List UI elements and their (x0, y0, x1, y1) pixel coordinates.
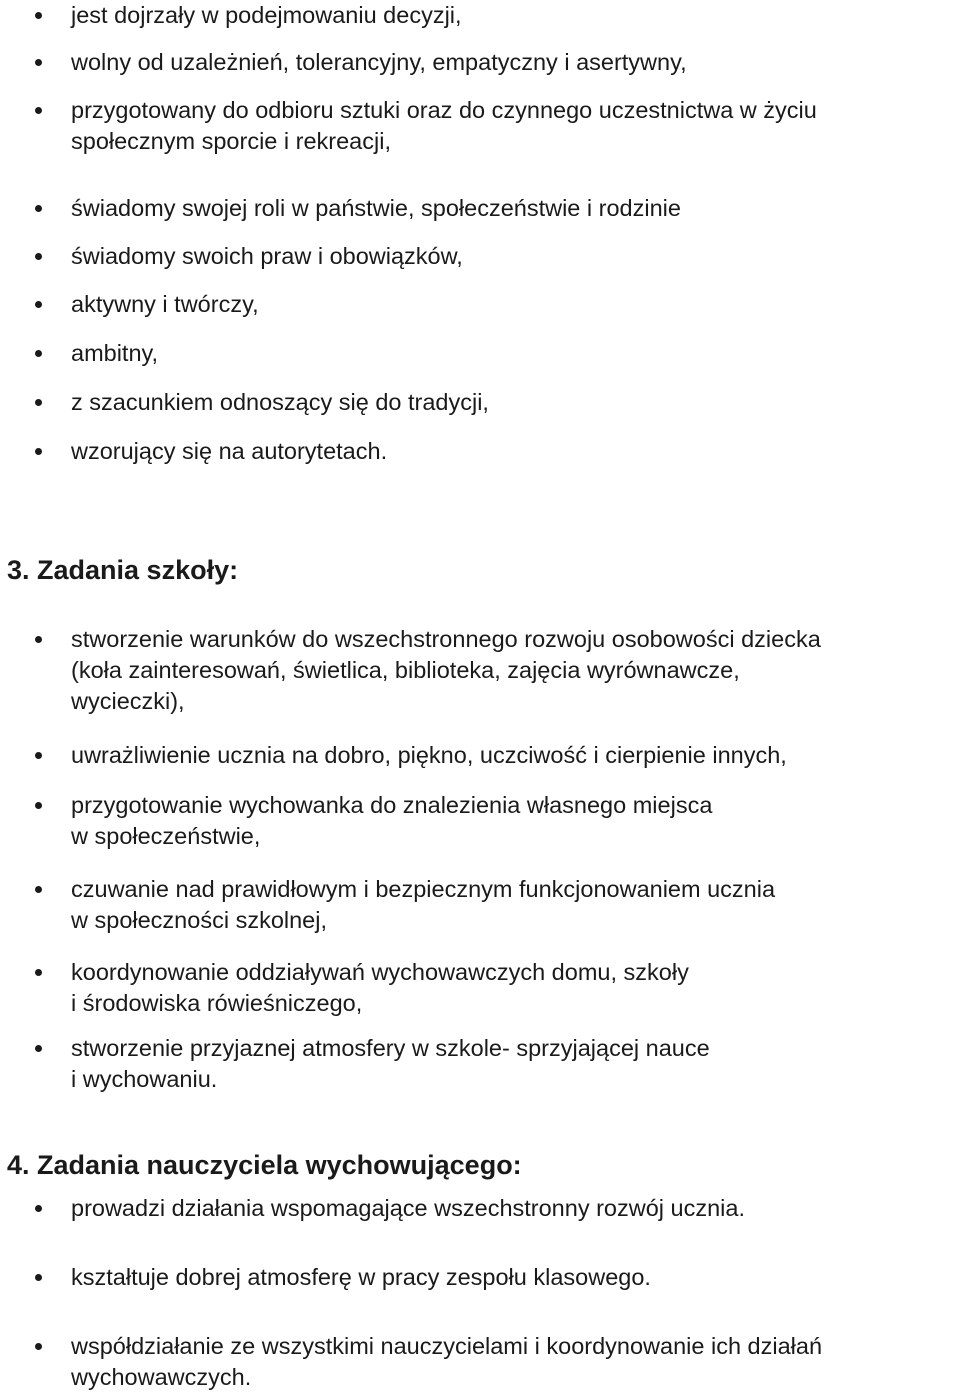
list-item (71, 740, 951, 771)
list-item (71, 1331, 951, 1393)
list-item (71, 387, 951, 418)
list-item (71, 957, 951, 1019)
bullet-icon (35, 886, 42, 893)
list-item-line: stworzenie warunków do wszechstronnego rozwoju osobowości dziecka (71, 626, 821, 652)
list-item-line: czuwanie nad prawidłowym i bezpiecznym funkcjonowaniem ucznia (71, 876, 776, 902)
list-item (71, 241, 951, 272)
list-item-line: w społeczeństwie, (71, 823, 261, 849)
list-item (71, 1193, 951, 1224)
bullet-icon (35, 253, 42, 260)
list-item-line: z szacunkiem odnoszący się do tradycji, (71, 389, 489, 415)
list-item-line: i środowiska rówieśniczego, (71, 990, 363, 1016)
list-item (71, 95, 951, 157)
list-item-line: w społeczności szkolnej, (71, 907, 327, 933)
bullet-icon (35, 350, 42, 357)
list-item-line: stworzenie przyjaznej atmosfery w szkole- sprzyjającej nauce (71, 1035, 710, 1061)
list-item-line: i wychowaniu. (71, 1066, 218, 1092)
bullet-icon (35, 969, 42, 976)
bullet-icon (35, 636, 42, 643)
bullet-icon (35, 107, 42, 114)
list-item-line: aktywny i twórczy, (71, 291, 259, 317)
list-item (71, 1262, 951, 1293)
list-item-line: współdziałanie ze wszystkimi nauczycielami i koordynowanie ich działań (71, 1333, 823, 1359)
bullet-icon (35, 752, 42, 759)
section-heading-school-tasks: 3. Zadania szkoły: (7, 555, 239, 585)
bullet-icon (35, 1045, 42, 1052)
list-item (71, 338, 951, 369)
list-item-line: (koła zainteresowań, świetlica, biblioteka, zajęcia wyrównawcze, (71, 657, 740, 683)
section-heading-teacher-tasks: 4. Zadania nauczyciela wychowującego: (7, 1150, 522, 1180)
list-item (71, 193, 951, 224)
list-item-line: uwrażliwienie ucznia na dobro, piękno, uczciwość i cierpienie innych, (71, 742, 787, 768)
list-item-line: wycieczki), (71, 688, 185, 714)
list-item (71, 47, 951, 78)
bullet-icon (35, 1343, 42, 1350)
bullet-icon (35, 12, 42, 19)
list-item (71, 0, 951, 31)
list-item (71, 874, 951, 936)
list-item (71, 1033, 951, 1095)
bullet-icon (35, 802, 42, 809)
list-item-line: prowadzi działania wspomagające wszechstronny rozwój ucznia. (71, 1195, 745, 1221)
bullet-icon (35, 399, 42, 406)
list-item (71, 289, 951, 320)
list-item (71, 624, 951, 717)
list-item-line: przygotowany do odbioru sztuki oraz do czynnego uczestnictwa w życiu (71, 97, 817, 123)
bullet-icon (35, 205, 42, 212)
list-item-line: świadomy swojej roli w państwie, społeczeństwie i rodzinie (71, 195, 681, 221)
list-item (71, 436, 951, 467)
list-item-line: wzorujący się na autorytetach. (71, 438, 388, 464)
bullet-icon (35, 448, 42, 455)
list-item-line: świadomy swoich praw i obowiązków, (71, 243, 463, 269)
list-item-line: wolny od uzależnień, tolerancyjny, empatyczny i asertywny, (71, 49, 687, 75)
bullet-icon (35, 1205, 42, 1212)
bullet-icon (35, 1274, 42, 1281)
list-item-line: jest dojrzały w podejmowaniu decyzji, (71, 2, 462, 28)
list-item-line: koordynowanie oddziaływań wychowawczych domu, szkoły (71, 959, 689, 985)
list-item-line: społecznym sporcie i rekreacji, (71, 128, 391, 154)
list-item-line: przygotowanie wychowanka do znalezienia własnego miejsca (71, 792, 713, 818)
list-item-line: ambitny, (71, 340, 159, 366)
bullet-icon (35, 301, 42, 308)
list-item-line: wychowawczych. (71, 1364, 252, 1390)
list-item-line: kształtuje dobrej atmosferę w pracy zespołu klasowego. (71, 1264, 651, 1290)
bullet-icon (35, 59, 42, 66)
list-item (71, 790, 951, 852)
